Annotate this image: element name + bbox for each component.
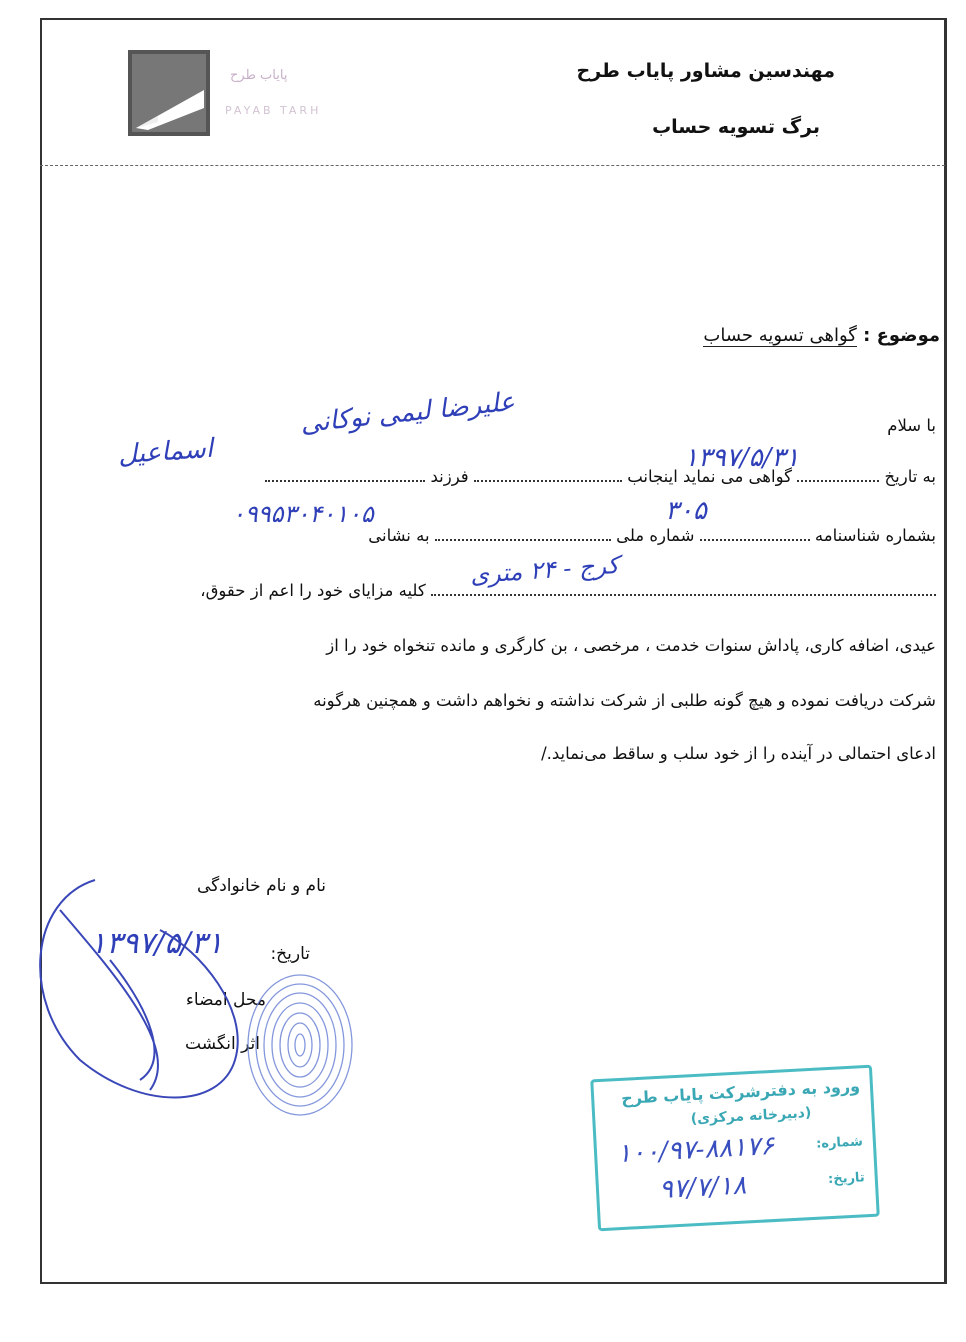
handwritten-date: ۱۳۹۷/۵/۳۱ bbox=[684, 443, 800, 473]
stamp-number-label: شماره: bbox=[815, 1134, 864, 1152]
fingerprint bbox=[248, 975, 352, 1115]
line3-text: کلیه مزایای خود را اعم از حقوق، bbox=[200, 581, 426, 600]
registration-stamp bbox=[590, 1065, 880, 1232]
handwritten-name: علیرضا لیمی نوکانی bbox=[299, 386, 517, 440]
stamp-number-value: ۱۰۰/۹۷-۸۸۱۷۶ bbox=[616, 1130, 775, 1170]
stamp-date-value: ۹۷/۷/۱۸ bbox=[658, 1170, 748, 1206]
letter-line-4: عیدی، اضافه کاری، پاداش سنوات خدمت ، مرخصی ، بن کارگری و مانده تنخواه خود را از bbox=[326, 636, 936, 655]
thumb-label: اثر انگشت bbox=[185, 1034, 260, 1054]
stamp-date-label: تاریخ: bbox=[827, 1170, 866, 1188]
line1-child-label: فرزند bbox=[430, 467, 469, 486]
date-label: تاریخ: bbox=[270, 944, 310, 964]
line2-id-label: بشماره شناسنامه bbox=[814, 526, 936, 545]
company-name: مهندسین مشاور پایاب طرح bbox=[576, 60, 835, 82]
name-label: نام و نام خانوادگی bbox=[196, 876, 326, 896]
line2-national-label: شماره ملی bbox=[616, 526, 695, 545]
letter-line-6: ادعای احتمالی در آینده را از خود سلب و ساقط می‌نماید./ bbox=[541, 744, 936, 763]
line1-date-label: به تاریخ bbox=[884, 467, 936, 486]
handwritten-id-number: ۳۰۵ bbox=[665, 496, 707, 526]
line1-certify-text: گواهی می نماید اینجانب bbox=[627, 467, 792, 486]
letter-line-5: شرکت دریافت نموده و هیچ گونه طلبی از شرکت نداشته و نخواهم داشت و همچنین هرگونه bbox=[313, 691, 936, 710]
line2-address-label: به نشانی bbox=[368, 526, 430, 545]
greeting: با سلام bbox=[887, 416, 936, 435]
stamp-line-2: (دبیرخانه مرکزی) bbox=[690, 1104, 812, 1128]
sign-label: محل امضاء bbox=[185, 990, 266, 1010]
handwritten-father: اسماعیل bbox=[117, 433, 214, 471]
logo-text-en: PAYAB TARH bbox=[225, 104, 322, 117]
subject-value: گواهی تسویه حساب bbox=[703, 325, 857, 346]
stamp-line-1: ورود به دفترشرکت پایاب طرح bbox=[620, 1076, 861, 1108]
logo-text-fa: پایاب طرح bbox=[230, 68, 288, 83]
subject-label: موضوع : bbox=[863, 325, 940, 346]
handwritten-address: کرج - ۲۴ متری bbox=[469, 550, 620, 590]
signature-scribble bbox=[40, 880, 238, 1098]
form-title: برگ تسویه حساب bbox=[652, 116, 820, 138]
signature-date: ۱۳۹۷/۵/۳۱ bbox=[90, 926, 224, 961]
handwritten-national-id: ۰۹۹۵۳۰۴۰۱۰۵ bbox=[232, 500, 374, 528]
